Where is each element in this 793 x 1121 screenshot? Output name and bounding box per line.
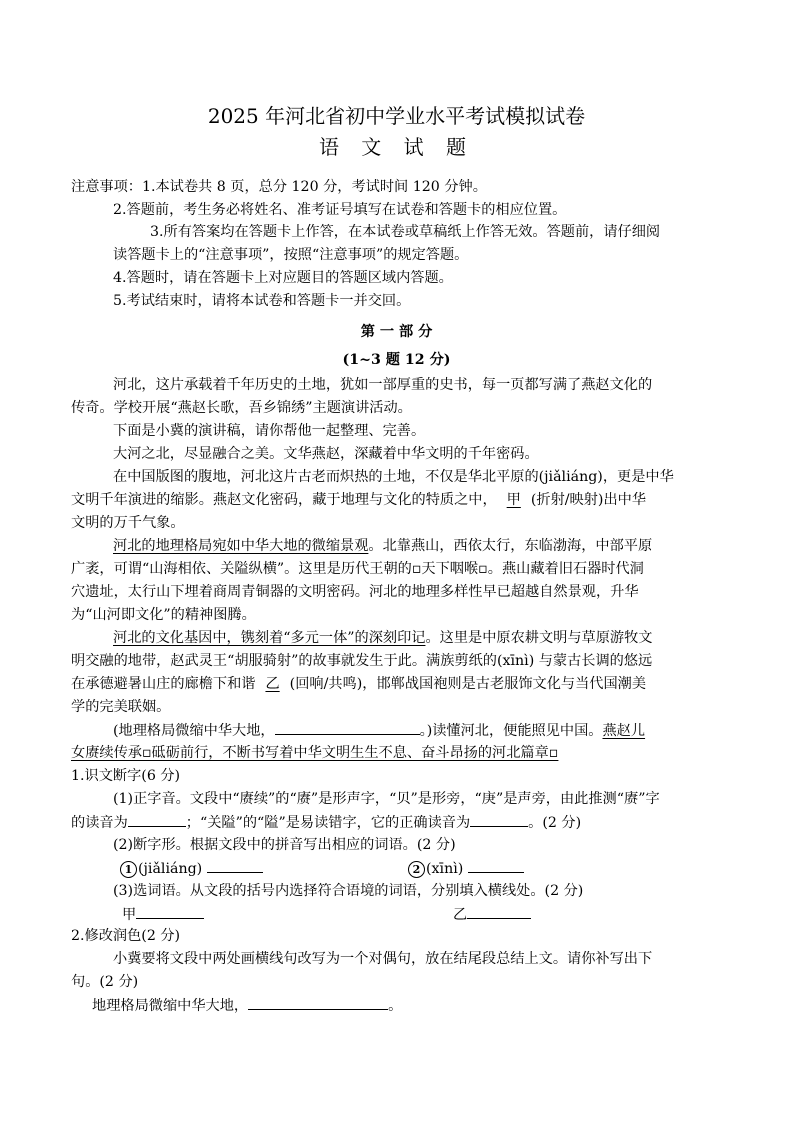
passage-p3: 大河之北，尽显融合之美。文华燕赵，深藏着中华文明的千年密码。	[113, 446, 539, 462]
passage-p4a: 在中国版图的腹地，河北这片古老而炽热的土地，不仅是华北平原的(jiǎliáng)，更是中华	[113, 469, 674, 485]
blank-jia: 甲	[506, 492, 521, 508]
note-3a: 3.所有答案均在答题卡上作答，在本试卷或草稿纸上作答无效。答题前，请仔细阅	[150, 224, 661, 240]
q1-title: 1.识文断字(6 分)	[71, 768, 181, 784]
q2-s1b: 句。(2 分)	[71, 974, 139, 990]
exam-title: 2025 年河北省初中学业水平考试模拟试卷	[207, 104, 586, 128]
part-heading: 第 一 部 分	[360, 324, 433, 340]
passage-p1a: 河北，这片承载着千年历史的土地，犹如一部厚重的史书，每一页都写满了燕赵文化的	[113, 377, 653, 393]
passage-p6d: 学的完美联姻。	[71, 699, 171, 715]
circled-number-1: 1	[120, 861, 137, 878]
q1-s1b: 的读音为 ；“关隘”的“隘”是易读错字，它的正确读音为 。(2 分)	[71, 812, 581, 833]
answer-blank[interactable]	[275, 720, 420, 735]
part-range: (1~3 题 12 分)	[342, 352, 451, 368]
q2-s1a: 小冀要将文段中两处画横线句改写为一个对偶句，放在结尾段总结上文。请你补写出下	[113, 951, 653, 967]
passage-p6c: 在承德避暑山庄的廊檐下和谐 乙 (回响/共鸣)，邯郸战国袍则是古老服饰文化与当代国潮美	[71, 676, 647, 692]
q1-s2-item1: 1 (jiǎliáng)	[120, 858, 263, 879]
note-3b: 读答题卡上的“注意事项”，按照“注意事项”的规定答题。	[113, 247, 469, 263]
note-5: 5.考试结束时，请将本试卷和答题卡一并交回。	[113, 293, 411, 309]
answer-blank[interactable]	[467, 904, 531, 919]
passage-p2: 下面是小冀的演讲稿，请你帮他一起整理、完善。	[113, 423, 426, 439]
q1-s3-b: 乙	[453, 904, 531, 925]
q1-s2: (2)断字形。根据文段中的拼音写出相应的词语。(2 分)	[113, 837, 456, 853]
q1-s2-item2: 2 (xīnì)	[408, 858, 524, 879]
passage-p1b: 传奇。学校开展“燕赵长歌，吾乡锦绣”主题演讲活动。	[71, 400, 412, 416]
passage-p6a: 河北的文化基因中，镌刻着“多元一体”的深刻印记。这里是中原农耕文明与草原游牧文	[113, 630, 653, 646]
q2-s2: 地理格局微缩中华大地， 。	[92, 995, 402, 1016]
note-4: 4.答题时，请在答题卡上对应题目的答题区域内答题。	[113, 270, 453, 286]
q1-s1a: (1)正字音。文段中“赓续”的“赓”是形声字，“贝”是形旁，“庚”是声旁，由此推测“赓”字	[113, 791, 660, 807]
answer-blank[interactable]	[128, 812, 186, 827]
note-1: 注意事项：1.本试卷共 8 页，总分 120 分，考试时间 120 分钟。	[71, 179, 487, 195]
answer-blank[interactable]	[207, 858, 263, 873]
underlined-sentence-1: 河北的地理格局宛如中华大地的微缩景观	[113, 538, 369, 554]
underlined-sentence-2: 河北的文化基因中，镌刻着“多元一体”的深刻印记	[113, 630, 426, 646]
exam-subtitle: 语 文 试 题	[318, 135, 475, 159]
answer-blank[interactable]	[468, 858, 524, 873]
q2-title: 2.修改润色(2 分)	[71, 928, 181, 944]
answer-blank[interactable]	[470, 812, 528, 827]
passage-p5c: 穴遗址，太行山下埋着商周青铜器的文明密码。河北的地理多样性早已超越自然景观，升华	[71, 584, 639, 600]
answer-blank[interactable]	[248, 995, 388, 1010]
passage-p7a: (地理格局微缩中华大地， 。)读懂河北，便能照见中国。燕赵儿	[113, 720, 645, 741]
answer-blank[interactable]	[136, 904, 204, 919]
q1-s3-a: 甲	[122, 904, 204, 925]
note-2: 2.答题前，考生务必将姓名、准考证号填写在试卷和答题卡的相应位置。	[113, 202, 567, 218]
passage-p5a: 河北的地理格局宛如中华大地的微缩景观。北靠燕山，西依太行，东临渤海，中部平原	[113, 538, 653, 554]
passage-p4b: 文明千年演进的缩影。燕赵文化密码，藏于地理与文化的特质之中， 甲 (折射/映射)出中华	[71, 492, 647, 508]
passage-p6b: 明交融的地带，赵武灵王“胡服骑射”的故事就发生于此。满族剪纸的(xīnì) 与蒙古长调的悠远	[71, 653, 653, 669]
passage-p7b: 女赓续传承▫砥砺前行，不断书写着中华文明生生不息、奋斗昂扬的河北篇章▫	[71, 745, 559, 761]
passage-p5b: 广袤，可谓“山海相依、关隘纵横”。这里是历代王朝的▫天下咽喉▫。燕山藏着旧石器时代洞	[71, 561, 644, 577]
q1-s3: (3)选词语。从文段的括号内选择符合语境的词语，分别填入横线处。(2 分)	[113, 883, 584, 899]
circled-number-2: 2	[408, 861, 425, 878]
blank-yi: 乙	[265, 676, 280, 692]
passage-p4c: 文明的万千气象。	[71, 515, 185, 531]
passage-p5d: 为“山河即文化”的精神图腾。	[71, 607, 256, 623]
